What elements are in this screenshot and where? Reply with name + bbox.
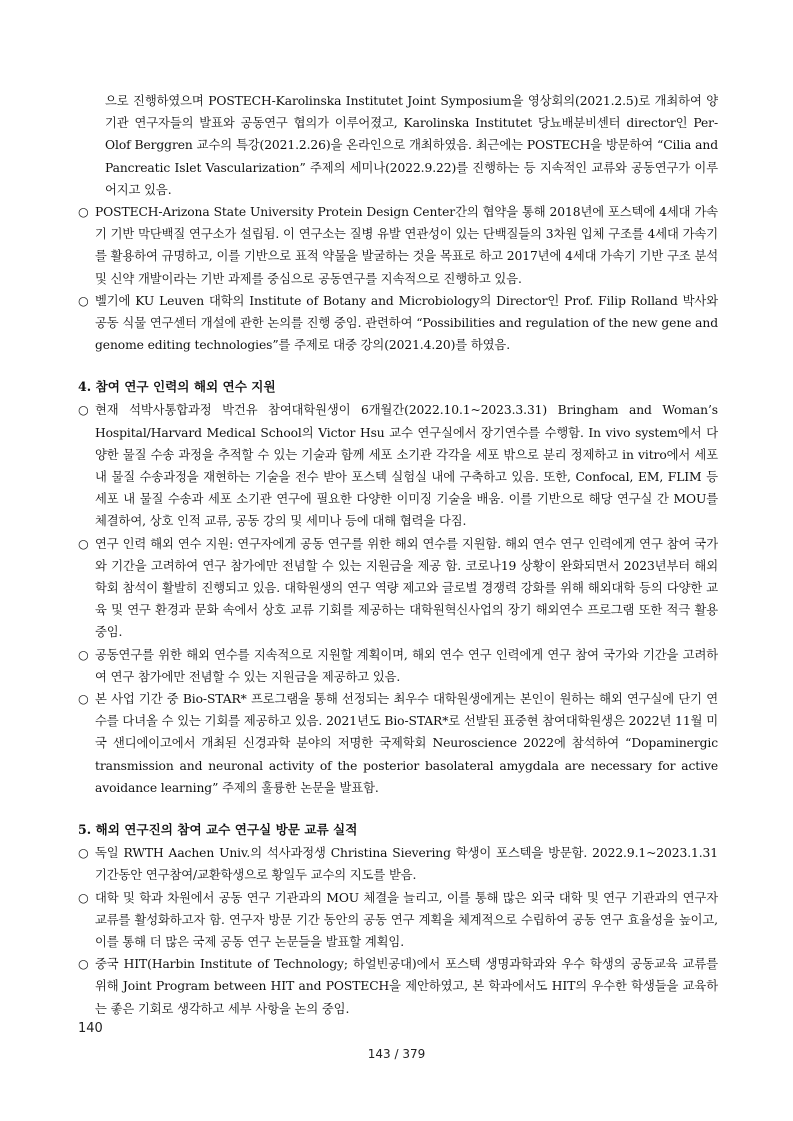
list-item	[78, 953, 718, 1020]
bullet-circle: ○	[78, 536, 89, 551]
list-item-text: 공동연구를 위한 해외 연수를 지속적으로 지원할 계획이며, 해외 연수 연구 인력에게 연구 참여 국가와 기간을 고려하여 연구 참가에만 전념할 수 있는 지원금을 제공하고 있음.	[95, 647, 718, 684]
list-item	[78, 644, 718, 688]
list-item	[78, 688, 718, 799]
bullet-circle: ○	[78, 890, 89, 905]
list-item	[78, 533, 718, 644]
bullet-circle: ○	[78, 692, 89, 707]
document-body	[78, 90, 718, 1020]
section-5-heading: 5. 해외 연구진의 참여 교수 연구실 방문 교류 실적	[78, 822, 358, 838]
bullet-circle: ○	[78, 403, 89, 418]
list-item-text: 벨기에 KU Leuven 대학의 Institute of Botany and Microbiology의 Director인 Prof. Filip Rolland 박사와 공동 식물 연구센터 개설에 관한 논의를 진행 중임. 관련하여 “Possibilities and regulation of the new gene and genome editing technologies”를 주제로 대중 강의(2021.4.20)를 하였음.	[95, 293, 718, 353]
bullet-circle: ○	[78, 205, 89, 220]
list-item-text: POSTECH-Arizona State University Protein Design Center간의 협약을 통해 2018년에 포스텍에 4세대 가속기 기반 막단백질 연구소가 설립됨. 이 연구소는 질병 유발 연관성이 있는 단백질들의 3차원 입체 구조를 4세대 가속기를 활용하여 규명하고, 이를 기반으로 표적 약물을 발굴하는 것을 목표로 하고 2017년에 4세대 가속기 기반 구조 분석 및 신약 개발이라는 기반 과제를 중심으로 공동연구를 지속적으로 진행하고 있음.	[95, 205, 718, 286]
list-item	[78, 201, 718, 290]
list-item-text: 중국 HIT(Harbin Institute of Technology; 하얼빈공대)에서 포스텍 생명과학과와 우수 학생의 공동교육 교류를 위해 Joint Program between HIT and POSTECH을 제안하였고, 본 학과에서도 HIT의 우수한 학생들을 교육하는 좋은 기회로 생각하고 세부 사항을 논의 중임.	[95, 957, 718, 1016]
section-4-heading: 4. 참여 연구 인력의 해외 연수 지원	[78, 379, 276, 395]
list-item	[78, 290, 718, 357]
bullet-circle: ○	[78, 957, 89, 972]
list-item-text: 현재 석박사통합과정 박건유 참여대학원생이 6개월간(2022.10.1~2023.3.31) Bringham and Woman’s Hospital/Harvard Medical School의 Victor Hsu 교수 연구실에서 장기연수를 수행함. In vivo system에서 다양한 물질 수송 과정을 추적할 수 있는 기술과 함께 세포 소기관 각각을 세포 밖으로 분리 정제하고 in vitro에서 세포 내 물질 수송과정을 재현하는 기술을 전수 받아 포스텍 실험실 내에 구축하고 있음. 또한, Confocal, EM, FLIM 등 세포 내 물질 수송과 세포 소기관 연구에 필요한 다양한 이미징 기술을 배움. 이를 기반으로 해당 연구실 간 MOU를 체결하여, 상호 인적 교류, 공동 강의 및 세미나 등에 대해 협력을 다짐.	[95, 403, 718, 529]
list-item	[78, 842, 718, 886]
intro-continuation-paragraph: 으로 진행하였으며 POSTECH-Karolinska Institutet Joint Symposium을 영상회의(2021.2.5)로 개최하여 양기관 연구자들의 발표와 공동연구 협의가 이루어졌고, Karolinska Institutet 당뇨배분비센터 director인 Per-Olof Berggren 교수의 특강(2021.2.26)을 온라인으로 개최하였음. 최근에는 POSTECH을 방문하여 “Cilia and Pancreatic Islet Vascularization” 주제의 세미나(2022.9.22)를 진행하는 등 지속적인 교류와 공동연구가 이루어지고 있음.	[105, 94, 718, 197]
list-item-text: 연구 인력 해외 연수 지원: 연구자에게 공동 연구를 위한 해외 연수를 지원함. 해외 연수 연구 인력에게 연구 참여 국가와 기간을 고려하여 연구 참가에만 전념할 수 있는 지원금을 제공 함. 코로나19 상황이 완화되면서 2023년부터 해외 학회 참석이 활발히 진행되고 있음. 대학원생의 연구 역량 제고와 글로벌 경쟁력 강화를 위해 해외대학 등의 다양한 교육 및 연구 환경과 문화 속에서 상호 교류 기회를 제공하는 대학원혁신사업의 장기 해외연수 프로그램 또한 적극 활용 중임.	[95, 536, 718, 640]
bullet-circle: ○	[78, 647, 89, 662]
page-counter-footer: 143 / 379	[367, 1047, 426, 1061]
list-item	[78, 399, 718, 532]
list-item-text: 대학 및 학과 차원에서 공동 연구 기관과의 MOU 체결을 늘리고, 이를 통해 많은 외국 대학 및 연구 기관과의 연구자 교류를 활성화하고자 함. 연구자 방문 기간 동안의 공동 연구 계획을 체계적으로 수립하여 공동 연구 효율성을 높이고, 이를 통해 더 많은 국제 공동 연구 논문들을 발표할 계획임.	[95, 890, 718, 949]
list-item-text: 본 사업 기간 중 Bio-STAR* 프로그램을 통해 선정되는 최우수 대학원생에게는 본인이 원하는 해외 연구실에 단기 연수를 다녀올 수 있는 기회를 제공하고 있음. 2021년도 Bio-STAR*로 선발된 표중현 참여대학원생은 2022년 11월 미국 샌디에이고에서 개최된 신경과학 분야의 저명한 국제학회 Neuroscience 2022에 참석하여 “Dopaminergic transmission and neuronal activity of the posterior basolateral amygdala are necessary for active avoidance learning” 주제의 훌륭한 논문을 발표함.	[95, 692, 718, 795]
bullet-circle: ○	[78, 846, 89, 861]
bullet-circle: ○	[78, 293, 89, 308]
list-item	[78, 887, 718, 954]
list-item-text: 독일 RWTH Aachen Univ.의 석사과정생 Christina Sievering 학생이 포스텍을 방문함. 2022.9.1~2023.1.31 기간동안 연구참여/교환학생으로 황일두 교수의 지도를 받음.	[95, 846, 718, 883]
page-number: 140	[78, 1021, 103, 1036]
